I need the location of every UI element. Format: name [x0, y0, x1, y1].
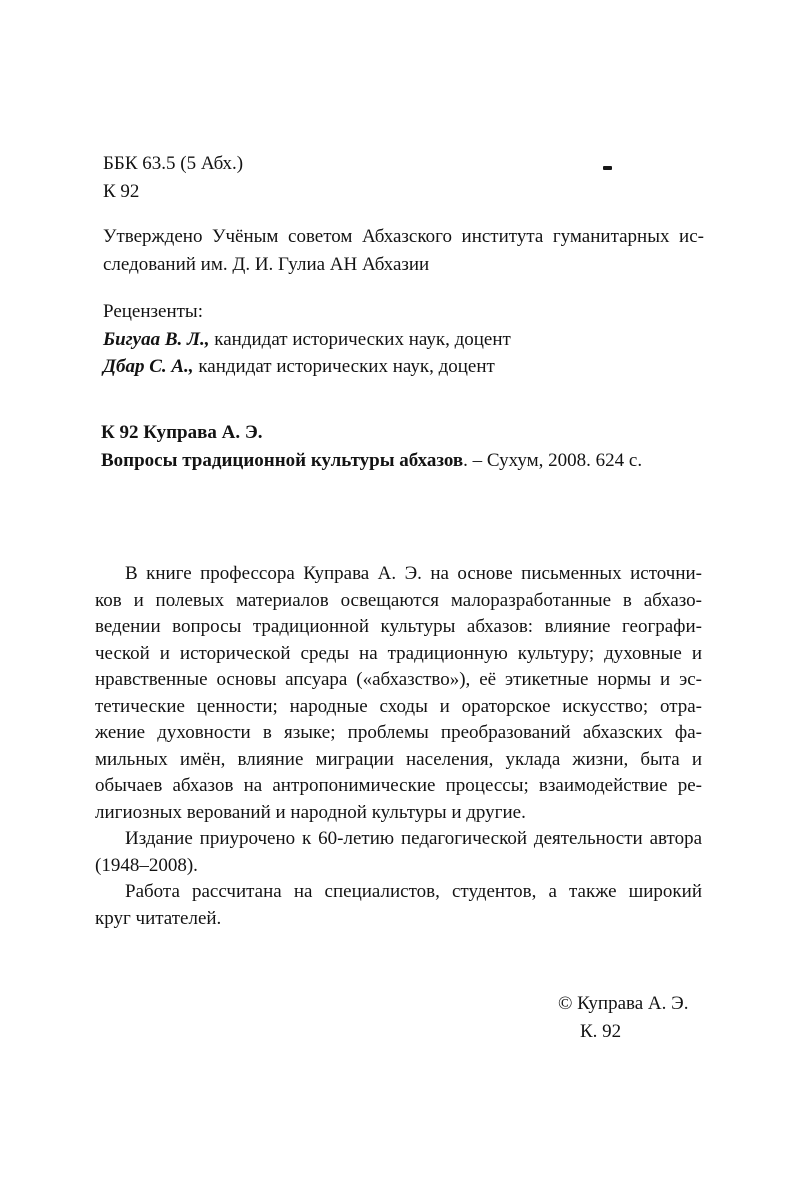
bbk-number: ББК 63.5 (5 Абх.)	[103, 153, 244, 174]
approval-statement	[103, 223, 704, 278]
bbk-block	[103, 150, 723, 205]
reviewer-entry	[103, 353, 723, 381]
annotation-block	[95, 561, 702, 932]
audience-note-line: круг читателей.	[95, 907, 222, 929]
annotation-line: мильных имён, влияние миграции населения, уклада жизни, быта и	[95, 748, 702, 770]
edition-note-line: Издание приурочено к 60-летию педагогической деятельности автора	[125, 828, 702, 849]
copyright-code: К. 92	[580, 1020, 622, 1042]
catalog-title-line	[101, 447, 704, 475]
annotation-line: ческой и исторической среды на традиционную культуру; духовные и	[95, 642, 702, 664]
catalog-author-line: К 92 Куправа А. Э.	[101, 422, 263, 443]
stray-dash-mark	[603, 166, 612, 170]
reviewer-credentials: кандидат исторических наук, доцент	[193, 356, 495, 377]
reviewers-heading: Рецензенты:	[103, 301, 203, 322]
catalog-code-top: К 92	[103, 180, 140, 202]
annotation-line: обычаев абхазов на антропонимические процессы; взаимодействие ре-	[95, 775, 702, 796]
book-title: Вопросы традиционной культуры абхазов	[101, 449, 464, 471]
reviewer-name: Дбар С. А.,	[103, 356, 194, 377]
annotation-line: лигиозных верований и народной культуры и другие.	[95, 801, 526, 823]
approval-line: Утверждено Учёным советом Абхазского института гуманитарных ис-	[103, 226, 704, 247]
reviewer-name: Бигуаа В. Л.,	[103, 328, 210, 350]
copyright-block	[558, 990, 728, 1045]
annotation-line: нравственные основы апсуара («абхазство»), её этикетные нормы и эс-	[95, 669, 702, 690]
annotation-line: В книге профессора Куправа А. Э. на основе письменных источни-	[125, 563, 702, 584]
reviewer-credentials: кандидат исторических наук, доцент	[209, 328, 511, 350]
annotation-line: тетические ценности; народные сходы и ораторское искусство; отра-	[95, 695, 702, 717]
reviewers-block	[103, 298, 723, 381]
annotation-line: жение духовности в языке; проблемы преобразований абхазских фа-	[95, 722, 702, 743]
annotation-line: ведении вопросы традиционной культуры абхазов: влияние географи-	[95, 616, 702, 637]
reviewer-entry	[103, 326, 723, 354]
edition-note-line: (1948–2008).	[95, 854, 198, 876]
approval-line: следований им. Д. И. Гулиа АН Абхазии	[103, 253, 430, 275]
annotation-line: ков и полевых материалов освещаются малоразработанные в абхазо-	[95, 589, 702, 611]
copyright-holder: © Куправа А. Э.	[558, 993, 689, 1014]
catalog-entry	[101, 419, 704, 474]
publication-info: . – Сухум, 2008. 624 с.	[463, 449, 643, 471]
audience-note-line: Работа рассчитана на специалистов, студентов, а также широкий	[125, 881, 702, 902]
